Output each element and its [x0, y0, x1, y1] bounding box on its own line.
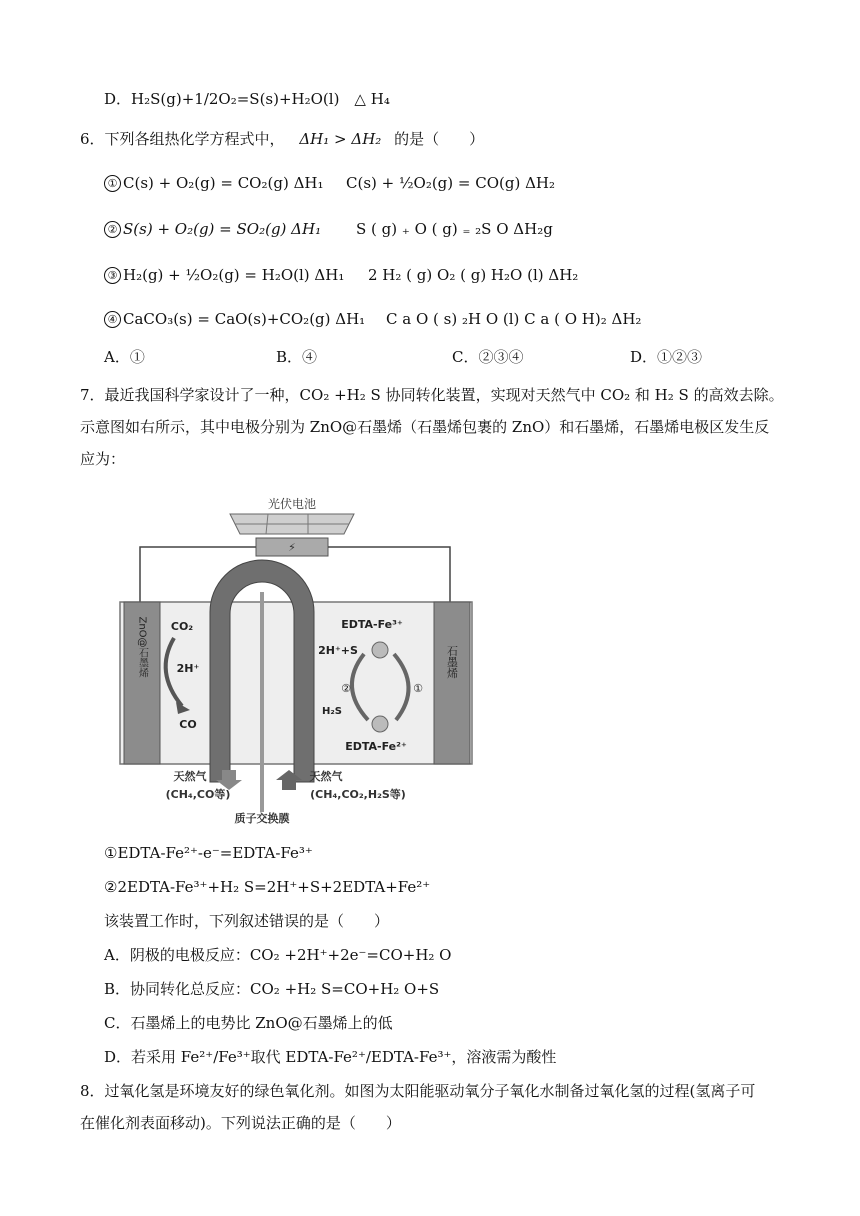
- top-ball-icon: [372, 642, 388, 658]
- label-co2: CO₂: [170, 620, 194, 633]
- electrolysis-diagram: [118, 492, 478, 832]
- q6-option-a: [104, 346, 145, 368]
- q6-eq4-left: [104, 308, 365, 330]
- q6-option-d-label: D．: [630, 348, 658, 366]
- q6-eq1-right: C(s) + ½O₂(g) = CO(g) ΔH₂: [346, 174, 556, 192]
- q7-stem-line3: 应为：: [80, 450, 126, 468]
- solar-label: 光伏电池: [267, 497, 317, 511]
- cycle-label-left: ②: [341, 682, 351, 695]
- svg-text:⚡: ⚡: [288, 541, 296, 554]
- label-2h: 2H⁺: [176, 662, 200, 675]
- q6-eq2-right: S ( g) ₊ O ( g) ₌ ₂S O ΔH₂g: [356, 220, 553, 238]
- q6-eq4-right: C a O ( s) ₂H O (l) C a ( O H)₂ ΔH₂: [386, 310, 642, 328]
- label-co: CO: [179, 718, 197, 731]
- label-2h-s: 2H⁺+S: [318, 644, 358, 657]
- label-membrane: 质子交换膜: [234, 812, 290, 825]
- q6-eq2-left: [104, 218, 321, 240]
- right-electrode-label: 石墨烯: [445, 645, 459, 679]
- q6-stem: [80, 128, 484, 150]
- q6-stem-text: 6．下列各组热化学方程式中，: [80, 130, 285, 148]
- q8-line2: 在催化剂表面移动)。下列说法正确的是（ ）: [80, 1114, 401, 1132]
- q6-option-c: [452, 346, 524, 368]
- solar-panel-icon: [230, 514, 354, 556]
- wire-right: [328, 547, 450, 602]
- q5-option-d: [104, 88, 390, 110]
- q6-eq4-left-text: CaCO₃(s) = CaO(s)+CO₂(g) ΔH₁: [123, 310, 366, 328]
- q5-option-d-label: D．: [104, 90, 132, 108]
- bottom-ball-icon: [372, 716, 388, 732]
- q8-line1: 8．过氧化氢是环境友好的绿色氧化剂。如图为太阳能驱动氧分子氧化水制备过氧化氢的过程(氢离子可: [80, 1082, 756, 1100]
- label-gas-out-1: 天然气: [173, 770, 207, 783]
- q6-eq2-num: ②: [104, 221, 121, 238]
- label-edta-top: EDTA-Fe³⁺: [341, 618, 403, 631]
- q6-option-b: [276, 346, 317, 368]
- q7-option-b: B．协同转化总反应：CO₂ +H₂ S=CO+H₂ O+S: [104, 980, 440, 998]
- q6-stem-tail: 的是（ ）: [394, 130, 485, 148]
- label-gas-out-2: (CH₄,CO等): [165, 788, 231, 801]
- q6-option-c-label: C．: [452, 348, 479, 366]
- q6-option-a-label: A．: [104, 348, 130, 366]
- q6-option-d: [630, 346, 702, 368]
- q7-reaction-2: ②2EDTA-Fe³⁺+H₂ S=2H⁺+S+2EDTA+Fe²⁺: [104, 878, 431, 896]
- q6-option-b-label: B．: [276, 348, 303, 366]
- label-edta-bottom: EDTA-Fe²⁺: [345, 740, 407, 753]
- q6-eq2-left-text: S(s) + O₂(g) = SO₂(g) ΔH₁: [123, 220, 322, 238]
- left-electrode-label: ZnO@石墨烯: [136, 616, 148, 678]
- q5-option-d-text: H₂S(g)+1/2O₂=S(s)+H₂O(l) △ H₄: [131, 90, 390, 108]
- q7-reaction-1: ①EDTA-Fe²⁺-e⁻=EDTA-Fe³⁺: [104, 844, 313, 862]
- q6-eq3-left-text: H₂(g) + ½O₂(g) = H₂O(l) ΔH₁: [123, 266, 345, 284]
- q6-option-c-value: ②③④: [478, 348, 524, 366]
- label-gas-in-1: 天然气: [309, 770, 343, 783]
- q7-ask: 该装置工作时，下列叙述错误的是（ ）: [104, 912, 390, 930]
- q6-option-d-value: ①②③: [657, 348, 703, 366]
- right-electrode: [434, 602, 470, 764]
- q7-option-a: A．阴极的电极反应：CO₂ +2H⁺+2e⁻=CO+H₂ O: [104, 946, 452, 964]
- q6-eq3-num: ③: [104, 267, 121, 284]
- q6-eq1-num: ①: [104, 175, 121, 192]
- q7-option-d: D．若采用 Fe²⁺/Fe³⁺取代 EDTA-Fe²⁺/EDTA-Fe³⁺，溶液需为酸性: [104, 1048, 557, 1066]
- q6-eq1-left-text: C(s) + O₂(g) = CO₂(g) ΔH₁: [123, 174, 324, 192]
- cycle-label-right: ①: [413, 682, 423, 695]
- q7-stem-line1: 7．最近我国科学家设计了一种，CO₂ +H₂ S 协同转化装置，实现对天然气中 CO₂ 和 H₂ S 的高效去除。: [80, 386, 784, 404]
- q6-option-b-value: ④: [302, 348, 318, 366]
- q6-eq3-left: [104, 264, 344, 286]
- q6-option-a-value: ①: [129, 348, 145, 366]
- q6-eq4-num: ④: [104, 311, 121, 328]
- q6-eq1-left: [104, 172, 324, 194]
- label-h2s: H₂S: [322, 706, 342, 717]
- q6-condition: ΔH₁ > ΔH₂: [299, 130, 382, 148]
- q6-eq3-right: 2 H₂ ( g) O₂ ( g) H₂O (l) ΔH₂: [368, 266, 579, 284]
- q7-stem-line2: 示意图如右所示，其中电极分别为 ZnO@石墨烯（石墨烯包裹的 ZnO）和石墨烯，石墨烯电极区发生反: [80, 418, 770, 436]
- q7-option-c: C．石墨烯上的电势比 ZnO@石墨烯上的低: [104, 1014, 393, 1032]
- label-gas-in-2: (CH₄,CO₂,H₂S等): [310, 788, 406, 801]
